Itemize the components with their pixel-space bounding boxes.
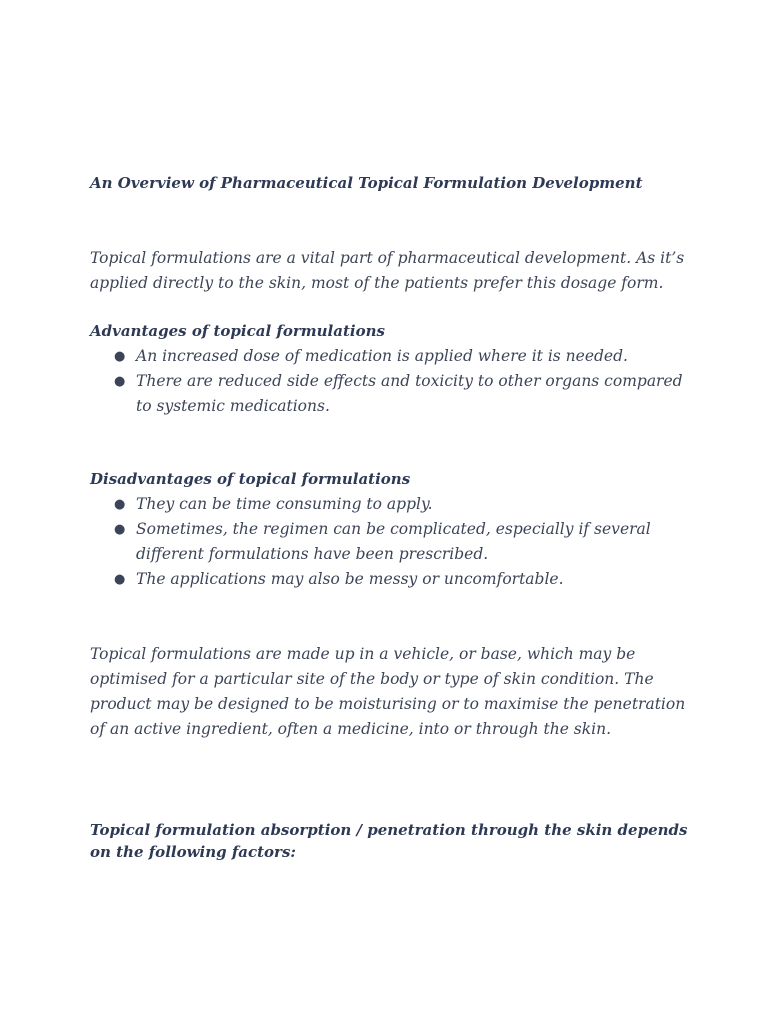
bullet-icon: ● <box>114 374 126 389</box>
list-item <box>90 567 690 592</box>
list-item-text: They can be time consuming to apply. <box>136 495 433 513</box>
disadvantages-list <box>90 492 690 592</box>
bullet-icon: ● <box>114 522 126 537</box>
list-item <box>90 517 690 567</box>
bullet-icon: ● <box>114 497 126 512</box>
list-item-text: The applications may also be messy or uncomfortable. <box>136 570 564 588</box>
bullet-icon: ● <box>114 349 126 364</box>
advantages-heading: Advantages of topical formulations <box>90 322 385 340</box>
list-item <box>90 344 690 369</box>
list-item-text: Sometimes, the regimen can be complicated, especially if several different formulations have been prescribed. <box>136 520 651 563</box>
absorption-heading: Topical formulation absorption / penetration through the skin depends on the following factors: <box>90 821 688 861</box>
list-item <box>90 369 690 419</box>
disadvantages-heading: Disadvantages of topical formulations <box>90 470 411 488</box>
advantages-list <box>90 344 690 419</box>
document-title: An Overview of Pharmaceutical Topical Formulation Development <box>90 174 643 192</box>
vehicle-paragraph: Topical formulations are made up in a vehicle, or base, which may be optimised for a particular site of the body or type of skin condition. The product may be designed to be moisturising or to maximise the penetration of an active ingredient, often a medicine, into or through the skin. <box>90 645 686 738</box>
bullet-icon: ● <box>114 572 126 587</box>
list-item-text: There are reduced side effects and toxicity to other organs compared to systemic medications. <box>136 372 683 415</box>
list-item-text: An increased dose of medication is applied where it is needed. <box>136 347 628 365</box>
intro-paragraph: Topical formulations are a vital part of pharmaceutical development. As it’s applied directly to the skin, most of the patients prefer this dosage form. <box>90 249 685 292</box>
list-item <box>90 492 690 517</box>
